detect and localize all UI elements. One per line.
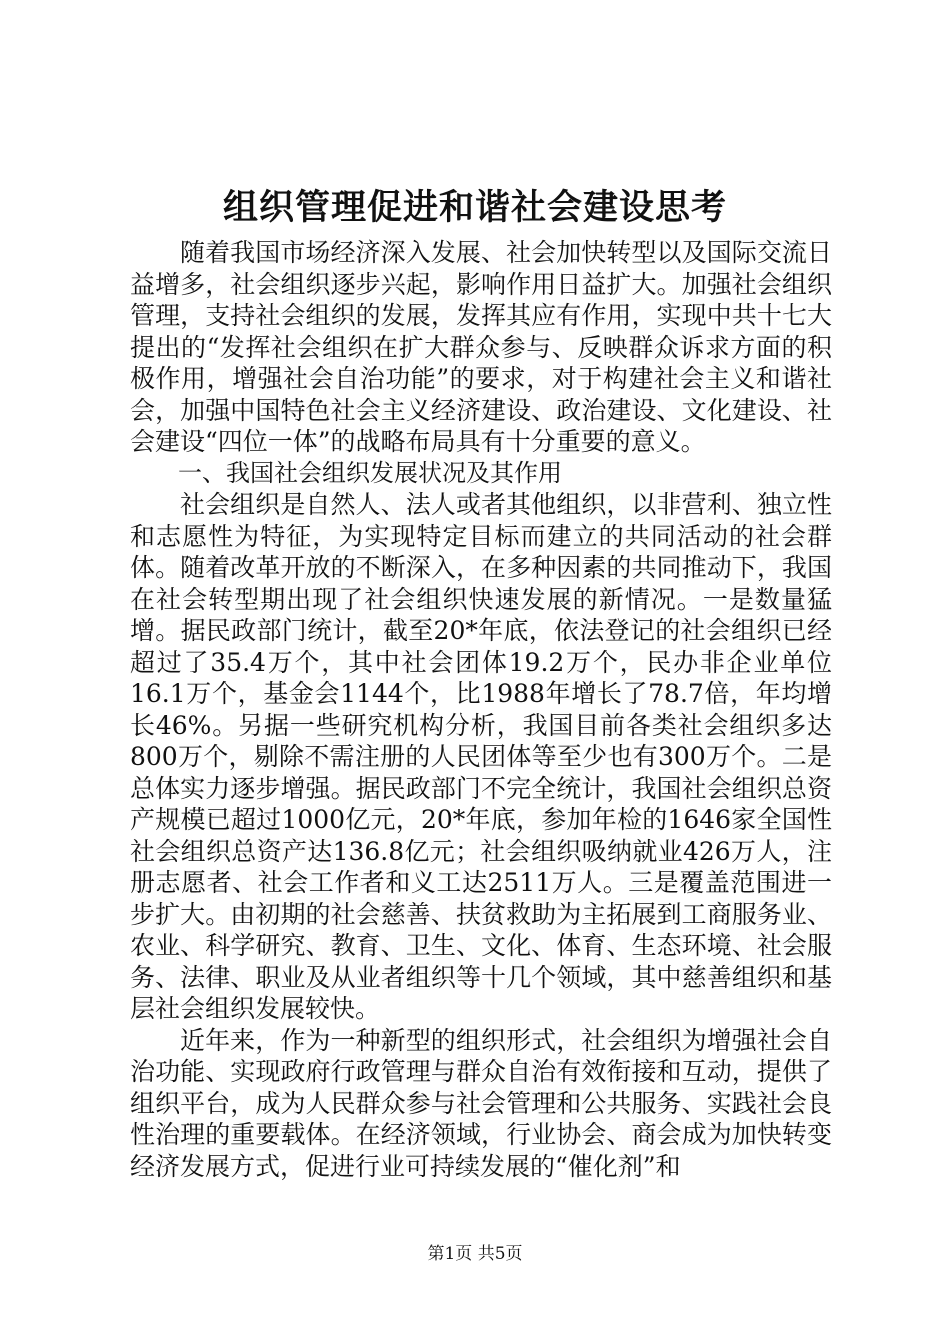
body-paragraph: 近年来，作为一种新型的组织形式，社会组织为增强社会自治功能、实现政府行政管理与群众自治有效衔接和互动，提供了组织平台，成为人民群众参与社会管理和公共服务、实践社会良性治理的重要载体。在经济领域，行业协会、商会成为加快转变经济发展方式，促进行业可持续发展的“催化剂”和: [130, 1025, 832, 1181]
document-body: [130, 237, 832, 1182]
intro-paragraph: 随着我国市场经济深入发展、社会加快转型以及国际交流日益增多，社会组织逐步兴起，影响作用日益扩大。加强社会组织管理，支持社会组织的发展，发挥其应有作用，实现中共十七大提出的“发挥社会组织在扩大群众参与、反映群众诉求方面的积极作用，增强社会自治功能”的要求，对于构建社会主义和谐社会，加强中国特色社会主义经济建设、政治建设、文化建设、社会建设“四位一体”的战略布局具有十分重要的意义。: [130, 238, 832, 456]
page-footer: 第1页 共5页: [427, 1244, 523, 1264]
document-title: 组织管理促进和谐社会建设思考: [222, 187, 727, 228]
section-heading: 一、我国社会组织发展状况及其作用: [178, 458, 562, 487]
body-paragraph: 社会组织是自然人、法人或者其他组织，以非营利、独立性和志愿性为特征，为实现特定目标而建立的共同活动的社会群体。随着改革开放的不断深入，在多种因素的共同推动下，我国在社会转型期出现了社会组织快速发展的新情况。一是数量猛增。据民政部门统计，截至20*年底，依法登记的社会组织已经超过了35.4万个，其中社会团体19.2万个，民办非企业单位16.1万个，基金会1144个，比1988年增长了78.7倍，年均增长46%。另据一些研究机构分析，我国目前各类社会组织多达800万个，剔除不需注册的人民团体等至少也有300万个。二是总体实力逐步增强。据民政部门不完全统计，我国社会组织总资产规模已超过1000亿元，20*年底，参加年检的1646家全国性社会组织总资产达136.8亿元；社会组织吸纳就业426万人，注册志愿者、社会工作者和义工达2511万人。三是覆盖范围进一步扩大。由初期的社会慈善、扶贫救助为主拓展到工商服务业、农业、科学研究、教育、卫生、文化、体育、生态环境、社会服务、法律、职业及从业者组织等十几个领域，其中慈善组织和基层社会组织发展较快。: [130, 490, 832, 1023]
